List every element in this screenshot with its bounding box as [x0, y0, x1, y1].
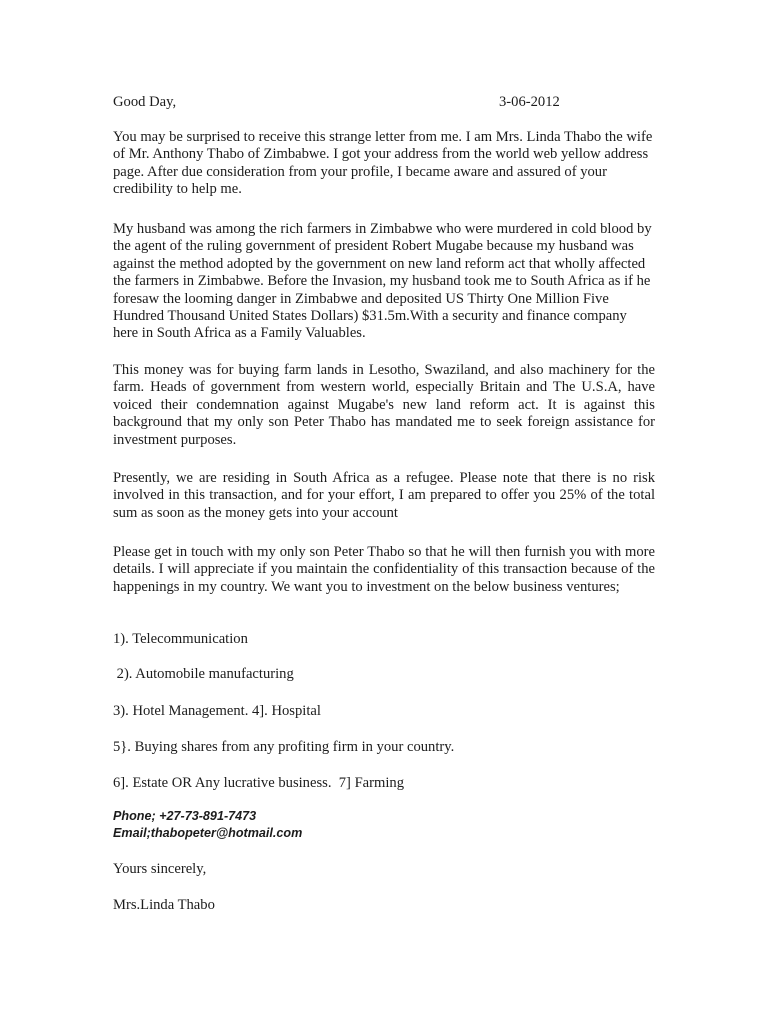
closing: Yours sincerely, [113, 861, 207, 877]
contact-phone: Phone; +27-73-891-7473 [113, 809, 257, 823]
venture-item: 2). Automobile manufacturing [113, 666, 294, 682]
signature-name: Mrs.Linda Thabo [113, 897, 215, 913]
venture-item: 6]. Estate OR Any lucrative business. 7] Farming [113, 775, 405, 791]
letter-date: 3-06-2012 [499, 94, 560, 110]
paragraph-offer: Presently, we are residing in South Africa as a refugee. Please note that there is no risk involved in this transaction, and for your effort, I am prepared to offer you 25% of the total sum as soon as the money gets into your account [113, 470, 655, 521]
venture-item: 5}. Buying shares from any profiting firm in your country. [113, 739, 455, 755]
paragraph-request: Please get in touch with my only son Peter Thabo so that he will then furnish you with more details. I will appreciate if you maintain the confidentiality of this transaction because of the happenings in my country. We want you to investment on the below business ventures; [113, 544, 655, 595]
contact-email: Email;thabopeter@hotmail.com [113, 826, 303, 840]
paragraph-purpose: This money was for buying farm lands in Lesotho, Swaziland, and also machinery for the farm. Heads of government from western world, especially Britain and The U.S.A, have voiced their condemnation against Mugabe's new land reform act. It is against this background that my only son Peter Thabo has mandated me to seek foreign assistance for investment purposes. [113, 362, 655, 448]
letter-header [113, 94, 655, 112]
paragraph-background: My husband was among the rich farmers in Zimbabwe who were murdered in cold blood by the agent of the ruling government of president Robert Mugabe because my husband was against the method adopted by the government on new land reform act that wholly affected the farmers in Zimbabwe. Before the Invasion, my husband took me to South Africa as if he foresaw the looming danger in Zimbabwe and deposited US Thirty One Million Five Hundred Thousand United States Dollars) $31.5m.With a security and finance company here in South Africa as a Family Valuables. [113, 221, 652, 342]
venture-item: 1). Telecommunication [113, 631, 248, 647]
greeting: Good Day, [113, 94, 177, 110]
venture-item: 3). Hotel Management. 4]. Hospital [113, 703, 321, 719]
paragraph-introduction: You may be surprised to receive this strange letter from me. I am Mrs. Linda Thabo the wife of Mr. Anthony Thabo of Zimbabwe. I got your address from the world web yellow address page. After due consideration from your profile, I became aware and assured of your credibility to help me. [113, 129, 653, 198]
